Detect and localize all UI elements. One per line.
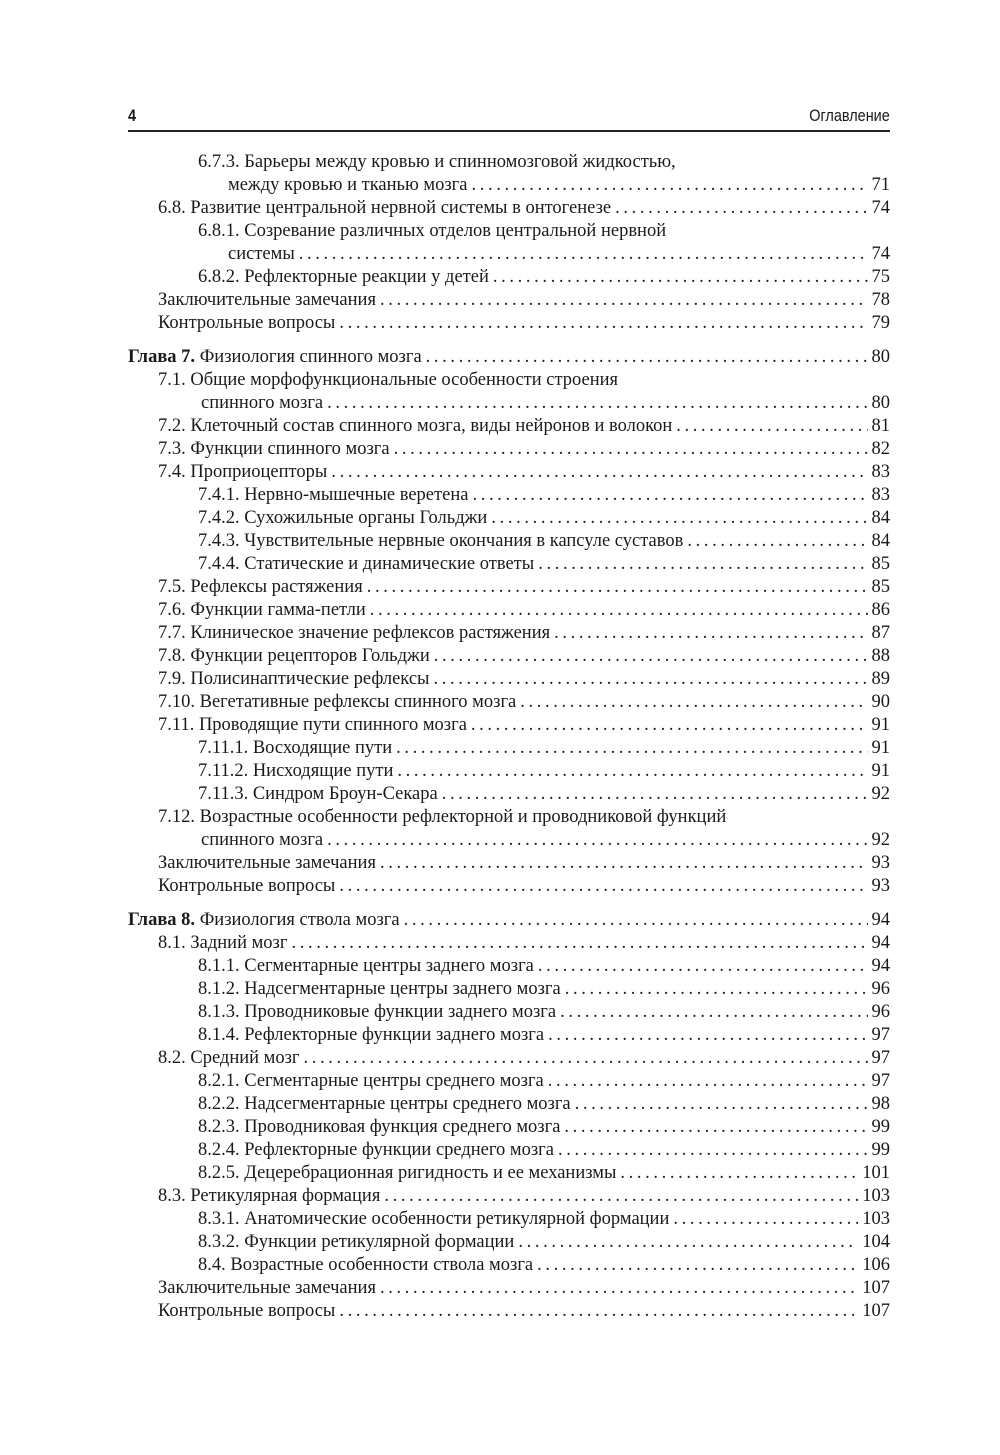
entry-page-number[interactable]: 97: [871, 1048, 890, 1068]
toc-line: [128, 760, 890, 783]
entry-page-number[interactable]: 74: [871, 244, 890, 264]
toc-entry[interactable]: [128, 806, 890, 852]
entry-page-number[interactable]: 83: [871, 485, 890, 505]
entry-title-text: 7.11.1. Восходящие пути: [198, 738, 393, 758]
entry-title: [198, 484, 468, 507]
toc-entry[interactable]: [128, 1001, 890, 1024]
dot-leader: [575, 1093, 868, 1116]
entry-title: [198, 1208, 669, 1231]
toc-entry[interactable]: [128, 346, 890, 369]
chapter-label: Глава 8.: [128, 910, 196, 930]
entry-title-text: 7.3. Функции спинного мозга: [158, 439, 390, 459]
entry-page-number[interactable]: 98: [871, 1094, 890, 1114]
entry-title-continuation: системы: [228, 244, 295, 264]
entry-title: [158, 1300, 335, 1323]
entry-page-number[interactable]: 74: [871, 198, 890, 218]
entry-title-text: 7.7. Клиническое значение рефлексов растяжения: [158, 623, 551, 643]
dot-leader: [620, 1162, 858, 1185]
dot-leader: [518, 1231, 858, 1254]
toc-line: [128, 645, 890, 668]
toc-entry[interactable]: [128, 714, 890, 737]
dot-leader: [548, 1070, 868, 1093]
entry-page-number[interactable]: 104: [862, 1232, 890, 1252]
dot-leader: [673, 1208, 858, 1231]
toc-entry[interactable]: [128, 599, 890, 622]
toc-line: [128, 438, 890, 461]
toc-entry[interactable]: [128, 220, 890, 266]
entry-title: [158, 369, 618, 392]
toc-entry[interactable]: [128, 909, 890, 932]
entry-page-number[interactable]: 92: [871, 830, 890, 850]
toc-line: [128, 553, 890, 576]
toc-entry[interactable]: [128, 1231, 890, 1254]
entry-page-number[interactable]: 97: [871, 1025, 890, 1045]
toc-entry[interactable]: [128, 151, 890, 197]
entry-title-text: 8.2.1. Сегментарные центры среднего мозга: [198, 1071, 544, 1091]
dot-leader: [404, 909, 868, 932]
dot-leader: [491, 507, 867, 530]
entry-title-text: 8.1.4. Рефлекторные функции заднего мозга: [198, 1025, 545, 1045]
toc-entry[interactable]: [128, 312, 890, 335]
entry-page-number[interactable]: 91: [871, 761, 890, 781]
entry-title: [198, 760, 393, 783]
toc-line: [128, 484, 890, 507]
entry-title-text: 8.2. Средний мозг: [158, 1048, 300, 1068]
dot-leader: [397, 760, 867, 783]
toc-entry[interactable]: [128, 760, 890, 783]
toc-line: [128, 932, 890, 955]
entry-title: [158, 312, 335, 335]
toc-line: [128, 1300, 890, 1323]
entry-title-text: 7.4.2. Сухожильные органы Гольджи: [198, 508, 488, 528]
entry-title-text: Физиология спинного мозга: [199, 347, 422, 367]
toc-entry[interactable]: [128, 783, 890, 806]
entry-title: [158, 1277, 376, 1300]
entry-title-text: 8.2.2. Надсегментарные центры среднего мозга: [198, 1094, 571, 1114]
toc-line: [128, 266, 890, 289]
entry-title: [198, 1254, 533, 1277]
entry-title-text: 7.11.3. Синдром Броун-Секара: [198, 784, 438, 804]
toc-line-continuation: [128, 243, 890, 266]
toc-entry[interactable]: [128, 737, 890, 760]
toc-line: [128, 737, 890, 760]
entry-title: [158, 289, 376, 312]
entry-page-number[interactable]: 106: [862, 1255, 890, 1275]
toc-entry[interactable]: [128, 438, 890, 461]
toc-line: [128, 691, 890, 714]
entry-title-text: 6.7.3. Барьеры между кровью и спинномозговой жидкостью,: [198, 152, 676, 172]
toc-line: [128, 289, 890, 312]
entry-title-text: 6.8. Развитие центральной нервной системы в онтогенезе: [158, 198, 612, 218]
toc-line: [128, 852, 890, 875]
entry-page-number[interactable]: 99: [871, 1140, 890, 1160]
entry-page-number[interactable]: 84: [871, 531, 890, 551]
toc-entry[interactable]: [128, 1185, 890, 1208]
dot-leader: [676, 415, 867, 438]
entry-title-text: Заключительные замечания: [158, 290, 376, 310]
entry-title: [158, 599, 366, 622]
entry-title: [198, 1116, 560, 1139]
toc-entry[interactable]: [128, 668, 890, 691]
toc-line: [128, 599, 890, 622]
entry-title-text: 8.2.5. Децеребрационная ригидность и ее механизмы: [198, 1163, 617, 1183]
toc-line: [128, 1024, 890, 1047]
entry-page-number[interactable]: 83: [871, 462, 890, 482]
dot-leader: [299, 243, 868, 266]
toc-line: [128, 197, 890, 220]
toc-entry[interactable]: [128, 1116, 890, 1139]
entry-title: [158, 622, 550, 645]
entry-title-text: Физиология ствола мозга: [199, 910, 400, 930]
dot-leader: [615, 197, 867, 220]
entry-page-number[interactable]: 97: [871, 1071, 890, 1091]
entry-title-text: 6.8.2. Рефлекторные реакции у детей: [198, 267, 489, 287]
entry-title: [158, 852, 376, 875]
entry-title: [198, 507, 487, 530]
entry-title-text: 8.3. Ретикулярная формация: [158, 1186, 381, 1206]
toc-line: [128, 1231, 890, 1254]
entry-title: [198, 220, 666, 243]
entry-page-number[interactable]: 85: [871, 554, 890, 574]
toc-entry[interactable]: [128, 484, 890, 507]
dot-leader: [520, 691, 867, 714]
toc-line: [128, 1047, 890, 1070]
toc-entry[interactable]: [128, 530, 890, 553]
toc-line: [128, 507, 890, 530]
dot-leader: [370, 599, 868, 622]
entry-page-number[interactable]: 94: [871, 956, 890, 976]
toc-entry[interactable]: [128, 978, 890, 1001]
dot-leader: [384, 1185, 858, 1208]
dot-leader: [548, 1024, 867, 1047]
entry-title: [198, 1024, 544, 1047]
entry-title-text: 7.2. Клеточный состав спинного мозга, виды нейронов и волокон: [158, 416, 673, 436]
toc-entry[interactable]: [128, 875, 890, 898]
toc-line: [128, 576, 890, 599]
toc-entry[interactable]: [128, 507, 890, 530]
chapter-spacer: [128, 898, 890, 909]
dot-leader: [565, 978, 868, 1001]
dot-leader: [327, 392, 867, 415]
entry-title-text: 8.2.3. Проводниковая функция среднего мозга: [198, 1117, 561, 1137]
entry-title-text: 7.11.2. Нисходящие пути: [198, 761, 394, 781]
entry-title: [158, 461, 327, 484]
entry-page-number[interactable]: 93: [871, 876, 890, 896]
entry-title: [128, 346, 422, 369]
entry-title: [158, 875, 335, 898]
dot-leader: [471, 174, 867, 197]
entry-page-number[interactable]: 96: [871, 1002, 890, 1022]
dot-leader: [396, 737, 867, 760]
entry-page-number[interactable]: 85: [871, 577, 890, 597]
toc-line: [128, 668, 890, 691]
dot-leader: [331, 461, 867, 484]
entry-page-number[interactable]: 107: [862, 1278, 890, 1298]
entry-page-number[interactable]: 86: [871, 600, 890, 620]
dot-leader: [564, 1116, 867, 1139]
dot-leader: [554, 622, 867, 645]
entry-page-number[interactable]: 82: [871, 439, 890, 459]
entry-title: [158, 415, 672, 438]
entry-page-number[interactable]: 81: [871, 416, 890, 436]
entry-title: [198, 1162, 616, 1185]
toc-entry[interactable]: [128, 576, 890, 599]
entry-title: [198, 1139, 554, 1162]
toc-line: [128, 909, 890, 932]
entry-title-text: Заключительные замечания: [158, 1278, 376, 1298]
toc-line: [128, 220, 890, 243]
toc-line: [128, 530, 890, 553]
dot-leader: [426, 346, 868, 369]
entry-title: [198, 1093, 571, 1116]
entry-title: [158, 1185, 380, 1208]
entry-title-text: 7.10. Вегетативные рефлексы спинного мозга: [158, 692, 517, 712]
toc-line: [128, 978, 890, 1001]
dot-leader: [560, 1001, 867, 1024]
entry-title-text: 8.1. Задний мозг: [158, 933, 288, 953]
toc-entry[interactable]: [128, 852, 890, 875]
entry-page-number[interactable]: 80: [871, 347, 890, 367]
toc-line: [128, 1162, 890, 1185]
chapter-label: Глава 7.: [128, 347, 196, 367]
entry-page-number[interactable]: 107: [862, 1301, 890, 1321]
toc-entry[interactable]: [128, 553, 890, 576]
dot-leader: [558, 1139, 868, 1162]
entry-page-number[interactable]: 92: [871, 784, 890, 804]
entry-title-text: 7.11. Проводящие пути спинного мозга: [158, 715, 467, 735]
toc-line: [128, 955, 890, 978]
entry-page-number[interactable]: 94: [871, 910, 890, 930]
entry-page-number[interactable]: 99: [871, 1117, 890, 1137]
entry-title-text: 8.1.2. Надсегментарные центры заднего мозга: [198, 979, 561, 999]
entry-title-text: Заключительные замечания: [158, 853, 376, 873]
entry-page-number[interactable]: 91: [871, 738, 890, 758]
entry-title: [198, 530, 683, 553]
entry-title-text: Контрольные вопросы: [158, 876, 336, 896]
entry-title-continuation: спинного мозга: [201, 830, 324, 850]
dot-leader: [367, 576, 868, 599]
entry-title-text: 7.4.1. Нервно-мышечные веретена: [198, 485, 469, 505]
toc-line-continuation: [128, 392, 890, 415]
page-number: 4: [128, 106, 137, 125]
toc-entry[interactable]: [128, 955, 890, 978]
entry-title: [198, 1070, 544, 1093]
dot-leader: [291, 932, 867, 955]
entry-title-text: 7.12. Возрастные особенности рефлекторной и проводниковой функций: [158, 807, 727, 827]
entry-page-number[interactable]: 78: [871, 290, 890, 310]
toc-line: [128, 1254, 890, 1277]
entry-title: [198, 1001, 556, 1024]
entry-title-text: 7.9. Полисинаптические рефлексы: [158, 669, 430, 689]
toc-entry[interactable]: [128, 1254, 890, 1277]
entry-title-text: 7.8. Функции рецепторов Гольджи: [158, 646, 430, 666]
dot-leader: [472, 484, 867, 507]
dot-leader: [339, 312, 867, 335]
dot-leader: [339, 1300, 858, 1323]
toc-entry[interactable]: [128, 289, 890, 312]
toc-line: [128, 1070, 890, 1093]
toc-line: [128, 1139, 890, 1162]
entry-title-text: 8.2.4. Рефлекторные функции среднего мозга: [198, 1140, 554, 1160]
entry-title: [158, 668, 429, 691]
running-header: [128, 104, 890, 132]
entry-page-number[interactable]: 103: [862, 1186, 890, 1206]
chapter-spacer: [128, 335, 890, 346]
entry-page-number[interactable]: 84: [871, 508, 890, 528]
toc-entry[interactable]: [128, 645, 890, 668]
entry-page-number[interactable]: 94: [871, 933, 890, 953]
toc-line: [128, 346, 890, 369]
entry-title-text: 8.3.2. Функции ретикулярной формации: [198, 1232, 515, 1252]
toc-line: [128, 1116, 890, 1139]
toc-line: [128, 714, 890, 737]
toc-entry[interactable]: [128, 932, 890, 955]
entry-title-text: 7.4.4. Статические и динамические ответы: [198, 554, 535, 574]
entry-title: [198, 783, 438, 806]
dot-leader: [380, 289, 868, 312]
entry-title: [198, 978, 561, 1001]
entry-page-number[interactable]: 88: [871, 646, 890, 666]
entry-title-text: 7.6. Функции гамма-петли: [158, 600, 366, 620]
entry-page-number[interactable]: 91: [871, 715, 890, 735]
toc-line: [128, 622, 890, 645]
entry-title: [128, 909, 400, 932]
dot-leader: [471, 714, 868, 737]
entry-title-text: Контрольные вопросы: [158, 313, 336, 333]
entry-title-text: 7.1. Общие морфофункциональные особенности строения: [158, 370, 619, 390]
entry-title-text: 6.8.1. Созревание различных отделов центральной нервной: [198, 221, 667, 241]
toc-entry[interactable]: [128, 1162, 890, 1185]
entry-title: [198, 1231, 514, 1254]
entry-page-number[interactable]: 75: [871, 267, 890, 287]
dot-leader: [538, 955, 868, 978]
toc-entry[interactable]: [128, 1024, 890, 1047]
dot-leader: [433, 668, 867, 691]
toc-line: [128, 312, 890, 335]
dot-leader: [304, 1047, 868, 1070]
toc-entry[interactable]: [128, 1070, 890, 1093]
entry-title: [198, 553, 534, 576]
entry-page-number[interactable]: 89: [871, 669, 890, 689]
toc-line: [128, 783, 890, 806]
dot-leader: [339, 875, 867, 898]
toc-entry[interactable]: [128, 1300, 890, 1323]
entry-page-number[interactable]: 71: [871, 175, 890, 195]
dot-leader: [537, 1254, 858, 1277]
dot-leader: [327, 829, 867, 852]
dot-leader: [380, 852, 868, 875]
toc-line: [128, 461, 890, 484]
toc-line: [128, 1277, 890, 1300]
dot-leader: [687, 530, 867, 553]
toc-line: [128, 1208, 890, 1231]
toc-entry[interactable]: [128, 461, 890, 484]
toc-line: [128, 151, 890, 174]
entry-title-text: 7.5. Рефлексы растяжения: [158, 577, 363, 597]
toc-entry[interactable]: [128, 197, 890, 220]
toc-entry[interactable]: [128, 1139, 890, 1162]
entry-title: [158, 714, 467, 737]
entry-title-text: 8.3.1. Анатомические особенности ретикулярной формации: [198, 1209, 670, 1229]
entry-page-number[interactable]: 87: [871, 623, 890, 643]
entry-title-text: 7.4. Проприоцепторы: [158, 462, 328, 482]
entry-title: [158, 932, 287, 955]
entry-title: [158, 197, 611, 220]
dot-leader: [394, 438, 868, 461]
toc-line: [128, 875, 890, 898]
dot-leader: [538, 553, 867, 576]
toc-entry[interactable]: [128, 622, 890, 645]
entry-title-continuation: между кровью и тканью мозга: [228, 175, 468, 195]
entry-title: [198, 737, 392, 760]
entry-title: [198, 955, 534, 978]
toc-entry[interactable]: [128, 691, 890, 714]
entry-title: [198, 151, 676, 174]
entry-page-number[interactable]: 79: [871, 313, 890, 333]
entry-page-number[interactable]: 103: [862, 1209, 890, 1229]
entry-title: [158, 576, 363, 599]
toc-line-continuation: [128, 174, 890, 197]
entry-page-number[interactable]: 80: [871, 393, 890, 413]
dot-leader: [442, 783, 868, 806]
entry-title: [158, 1047, 300, 1070]
entry-title: [158, 806, 726, 829]
entry-title-continuation: спинного мозга: [201, 393, 324, 413]
entry-title-text: 8.4. Возрастные особенности ствола мозга: [198, 1255, 534, 1275]
toc-line: [128, 415, 890, 438]
toc-entry[interactable]: [128, 1093, 890, 1116]
toc-entry[interactable]: [128, 415, 890, 438]
toc-entry[interactable]: [128, 1208, 890, 1231]
toc-line: [128, 369, 890, 392]
toc-line: [128, 1001, 890, 1024]
table-of-contents: [128, 151, 890, 1323]
toc-line: [128, 1093, 890, 1116]
entry-title-text: Контрольные вопросы: [158, 1301, 336, 1321]
running-title: Оглавление: [809, 106, 890, 125]
toc-entry[interactable]: [128, 266, 890, 289]
entry-title: [158, 645, 430, 668]
entry-title-text: 7.4.3. Чувствительные нервные окончания в капсуле суставов: [198, 531, 684, 551]
dot-leader: [493, 266, 868, 289]
entry-title: [198, 266, 489, 289]
toc-line-continuation: [128, 829, 890, 852]
dot-leader: [434, 645, 868, 668]
entry-title: [158, 691, 516, 714]
toc-line: [128, 1185, 890, 1208]
toc-line: [128, 806, 890, 829]
entry-page-number[interactable]: 93: [871, 853, 890, 873]
toc-entry[interactable]: [128, 1047, 890, 1070]
entry-title: [158, 438, 390, 461]
entry-page-number[interactable]: 96: [871, 979, 890, 999]
toc-entry[interactable]: [128, 1277, 890, 1300]
toc-entry[interactable]: [128, 369, 890, 415]
entry-page-number[interactable]: 101: [862, 1163, 890, 1183]
entry-page-number[interactable]: 90: [871, 692, 890, 712]
entry-title-text: 8.1.3. Проводниковые функции заднего мозга: [198, 1002, 557, 1022]
entry-title-text: 8.1.1. Сегментарные центры заднего мозга: [198, 956, 534, 976]
dot-leader: [380, 1277, 858, 1300]
